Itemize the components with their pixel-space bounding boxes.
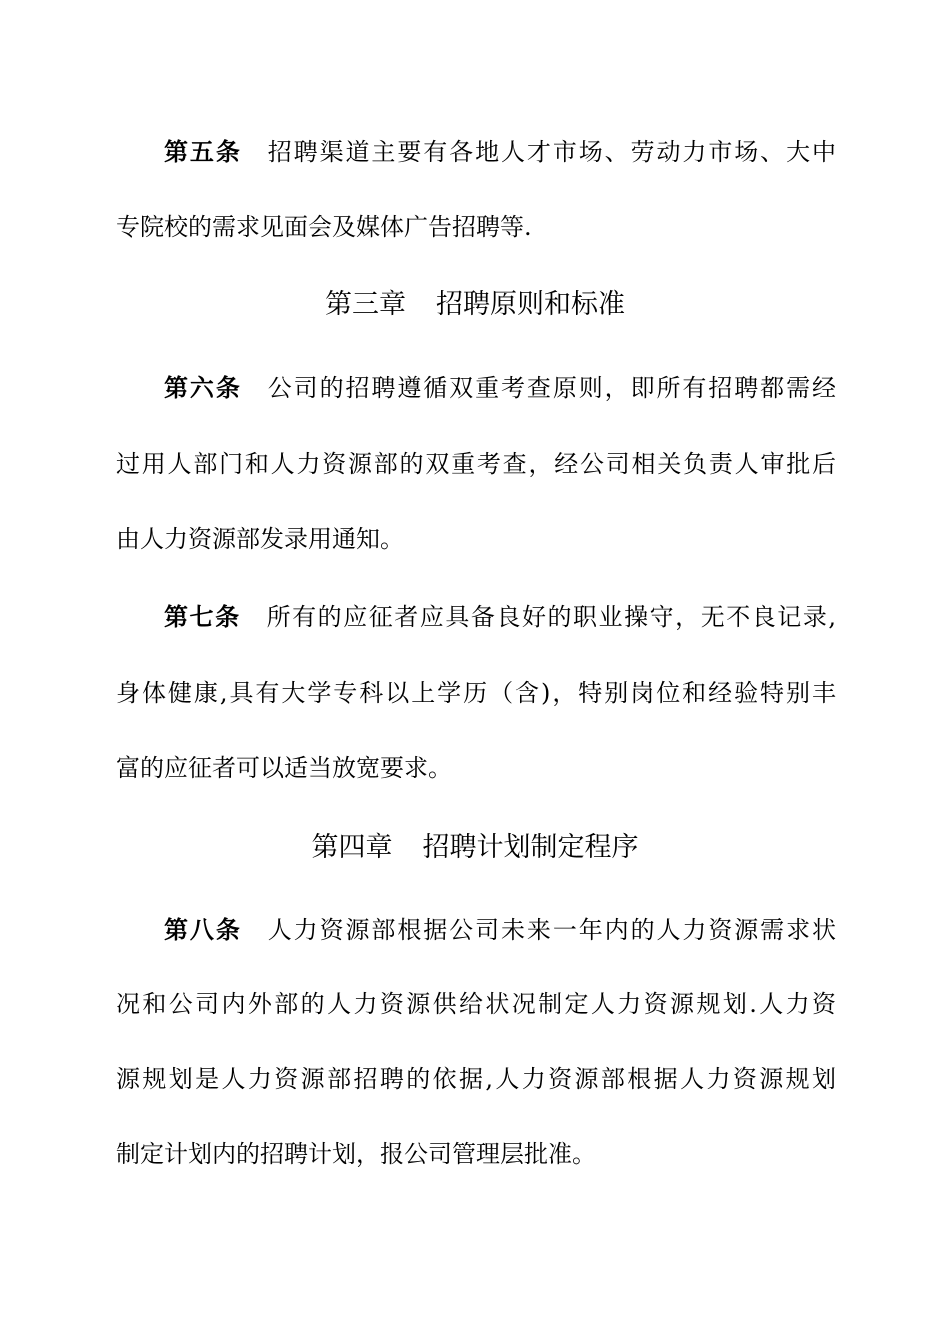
article-5-label: 第五条 <box>164 138 242 166</box>
article-7-line-3: 富的应征者可以适当放宽要求。 <box>116 754 452 782</box>
chapter-4-heading <box>0 829 950 867</box>
article-6-label: 第六条 <box>164 374 242 402</box>
article-6-line-3: 由人力资源部发录用通知。 <box>116 525 404 553</box>
chapter-3-heading <box>0 286 950 324</box>
article-8-line-3: 源规划是人力资源部招聘的依据,人力资源部根据人力资源规划 <box>116 1065 836 1093</box>
chapter-4-title: 招聘计划制定程序 <box>422 832 639 863</box>
article-8-line-1: 第八条 人力资源部根据公司未来一年内的人力资源需求状 <box>164 916 836 944</box>
article-5-line-1: 第五条 招聘渠道主要有各地人才市场、劳动力市场、大中 <box>164 138 836 166</box>
article-6-line-1: 第六条 公司的招聘遵循双重考查原则，即所有招聘都需经 <box>164 374 836 402</box>
chapter-3-number: 第三章 <box>325 289 406 320</box>
article-8-label: 第八条 <box>164 916 242 944</box>
chapter-3-title: 招聘原则和标准 <box>436 289 625 320</box>
chapter-4-number: 第四章 <box>311 832 393 863</box>
article-8-line-2: 况和公司内外部的人力资源供给状况制定人力资源规划.人力资 <box>116 990 836 1018</box>
article-5-line-2: 专院校的需求见面会及媒体广告招聘等. <box>116 213 532 241</box>
article-6-line-2: 过用人部门和人力资源部的双重考查，经公司相关负责人审批后 <box>116 450 836 478</box>
article-7-line-1: 第七条 所有的应征者应具备良好的职业操守，无不良记录, <box>164 603 836 631</box>
article-7-line-2: 身体健康,具有大学专科以上学历（含)，特别岗位和经验特别丰 <box>116 679 836 707</box>
article-7-label: 第七条 <box>164 603 241 631</box>
article-8-line-4: 制定计划内的招聘计划，报公司管理层批准。 <box>116 1140 596 1168</box>
